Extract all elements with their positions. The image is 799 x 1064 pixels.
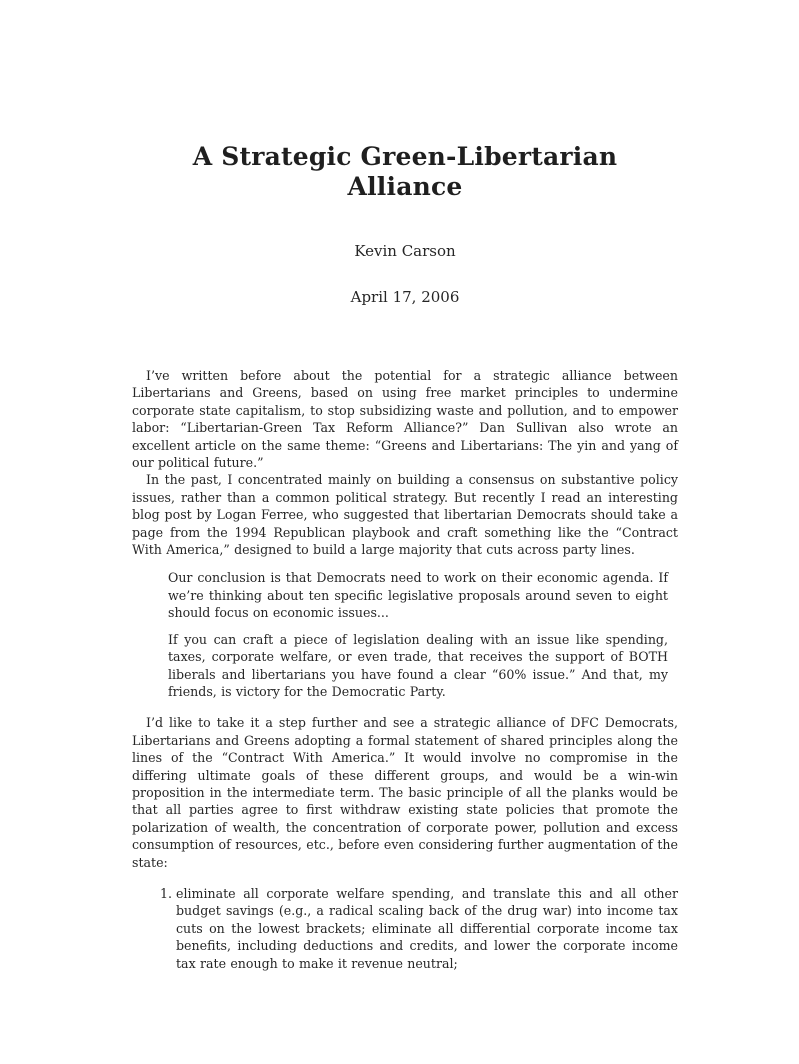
blockquote [168,569,668,700]
document-date: April 17, 2006 [350,288,460,306]
list-item [160,885,678,972]
numbered-list [132,885,678,972]
blockquote-paragraph-2: If you can craft a piece of legislation dealing with an issue like spending, taxes, corporate welfare, or even trade, that receives the support of BOTH liberals and libertarians you have found a clear “60% issue.” And that, my friends, is victory for the Democratic Party. [168,631,668,699]
paragraph-intro: I’ve written before about the potential for a strategic alliance between Libertarians and Greens, based on using free market principles to undermine corporate state capitalism, to stop subsidizing waste and pollution, and to empower labor: “Libertarian-Green Tax Reform Alliance?” Dan Sullivan also wrote an excellent article on the same theme: “Greens and Libertarians: The yin and yang of our political future.” [132,368,678,471]
paragraph-proposal: I’d like to take it a step further and see a strategic alliance of DFC Democrats, Libertarians and Greens adopting a formal statement of shared principles along the lines of the “Contract With America.” It would involve no compromise in the differing ultimate goals of these different groups, and would be a win-win proposition in the intermediate term. The basic principle of all the planks would be that all parties agree to first withdraw existing state policies that promote the polarization of wealth, the concentration of corporate power, pollution and excess consumption of resources, etc., before even considering further augmentation of the state: [132,715,678,870]
document-title: A Strategic Green-Libertarian Alliance [192,142,618,201]
document-author: Kevin Carson [354,242,456,260]
list-item-text: eliminate all corporate welfare spending, and translate this and all other budget savings (e.g., a radical scaling back of the drug war) into income tax cuts on the lowest brackets; eliminate all differential corporate income tax benefits, including deductions and credits, and lower the corporate income tax rate enough to make it revenue neutral; [176,885,678,971]
blockquote-paragraph-1: Our conclusion is that Democrats need to work on their economic agenda. If we’re thinking about ten specific legislative proposals around seven to eight should focus on economic issues... [168,570,668,621]
document-content [132,0,678,972]
document-body [132,367,678,972]
list-item-number: 1. [160,885,173,901]
paragraph-background: In the past, I concentrated mainly on building a consensus on substantive policy issues, rather than a common political strategy. But recently I read an interesting blog post by Logan Ferree, who suggested that libertarian Democrats should take a page from the 1994 Republican playbook and craft something like the “Contract With America,” designed to build a large majority that cuts across party lines. [132,472,678,558]
